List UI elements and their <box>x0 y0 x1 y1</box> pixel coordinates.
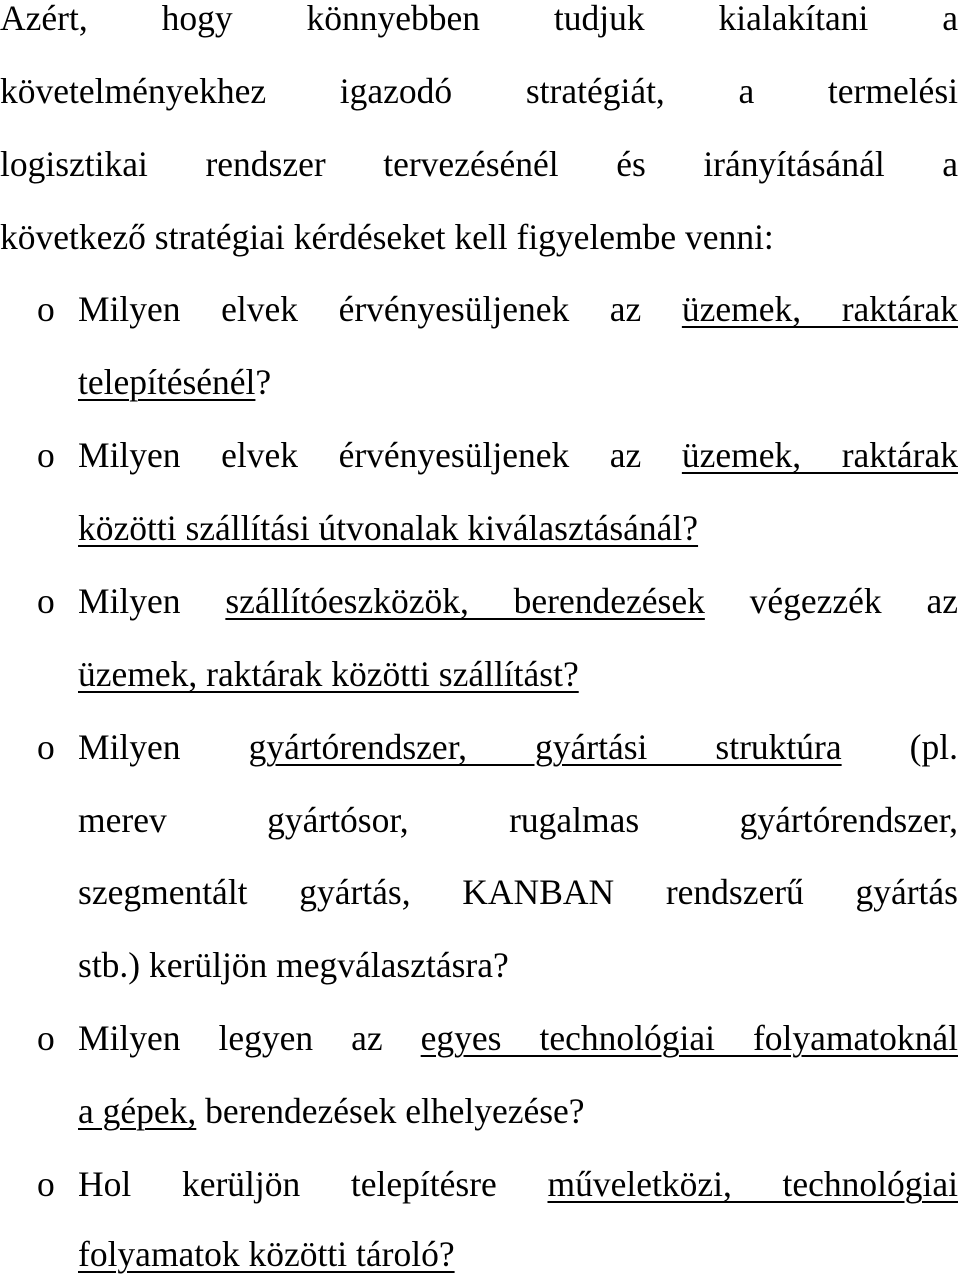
list-item-6-line-2: folyamatok közötti tároló? <box>78 1234 455 1274</box>
paragraph-line-1: Azért, hogy könnyebben tudjuk kialakítani a <box>0 0 958 38</box>
bullet-5: o <box>37 1018 55 1058</box>
list-item-2-line-2: közötti szállítási útvonalak kiválasztásánál? <box>78 508 699 548</box>
bullet-4: o <box>37 727 55 767</box>
list-item-6-line-1: Hol kerüljön telepítésre műveletközi, technológiai <box>78 1164 958 1204</box>
paragraph-line-2: követelményekhez igazodó stratégiát, a termelési <box>0 71 958 111</box>
list-item-1-line-1: Milyen elvek érvényesüljenek az üzemek, raktárak <box>78 289 958 329</box>
bullet-6: o <box>37 1164 55 1204</box>
list-item-3-line-2: üzemek, raktárak közötti szállítást? <box>78 654 579 694</box>
list-item-5-line-1: Milyen legyen az egyes technológiai folyamatoknál <box>78 1018 958 1058</box>
bullet-2: o <box>37 435 55 475</box>
list-item-4-line-3: szegmentált gyártás, KANBAN rendszerű gyártás <box>78 872 958 912</box>
list-item-3-line-1: Milyen szállítóeszközök, berendezések végezzék az <box>78 581 958 621</box>
list-item-1-line-2: telepítésénél? <box>78 362 272 402</box>
bullet-1: o <box>37 289 55 329</box>
paragraph-line-4: következő stratégiai kérdéseket kell figyelembe venni: <box>0 217 774 257</box>
paragraph-line-3: logisztikai rendszer tervezésénél és irányításánál a <box>0 144 958 184</box>
list-item-5-line-2: a gépek, berendezések elhelyezése? <box>78 1091 585 1131</box>
bullet-3: o <box>37 581 55 621</box>
list-item-4-line-1: Milyen gyártórendszer, gyártási struktúra (pl. <box>78 727 958 767</box>
list-item-4-line-2: merev gyártósor, rugalmas gyártórendszer, <box>78 800 958 840</box>
list-item-4-line-4: stb.) kerüljön megválasztásra? <box>78 945 509 985</box>
list-item-2-line-1: Milyen elvek érvényesüljenek az üzemek, raktárak <box>78 435 958 475</box>
